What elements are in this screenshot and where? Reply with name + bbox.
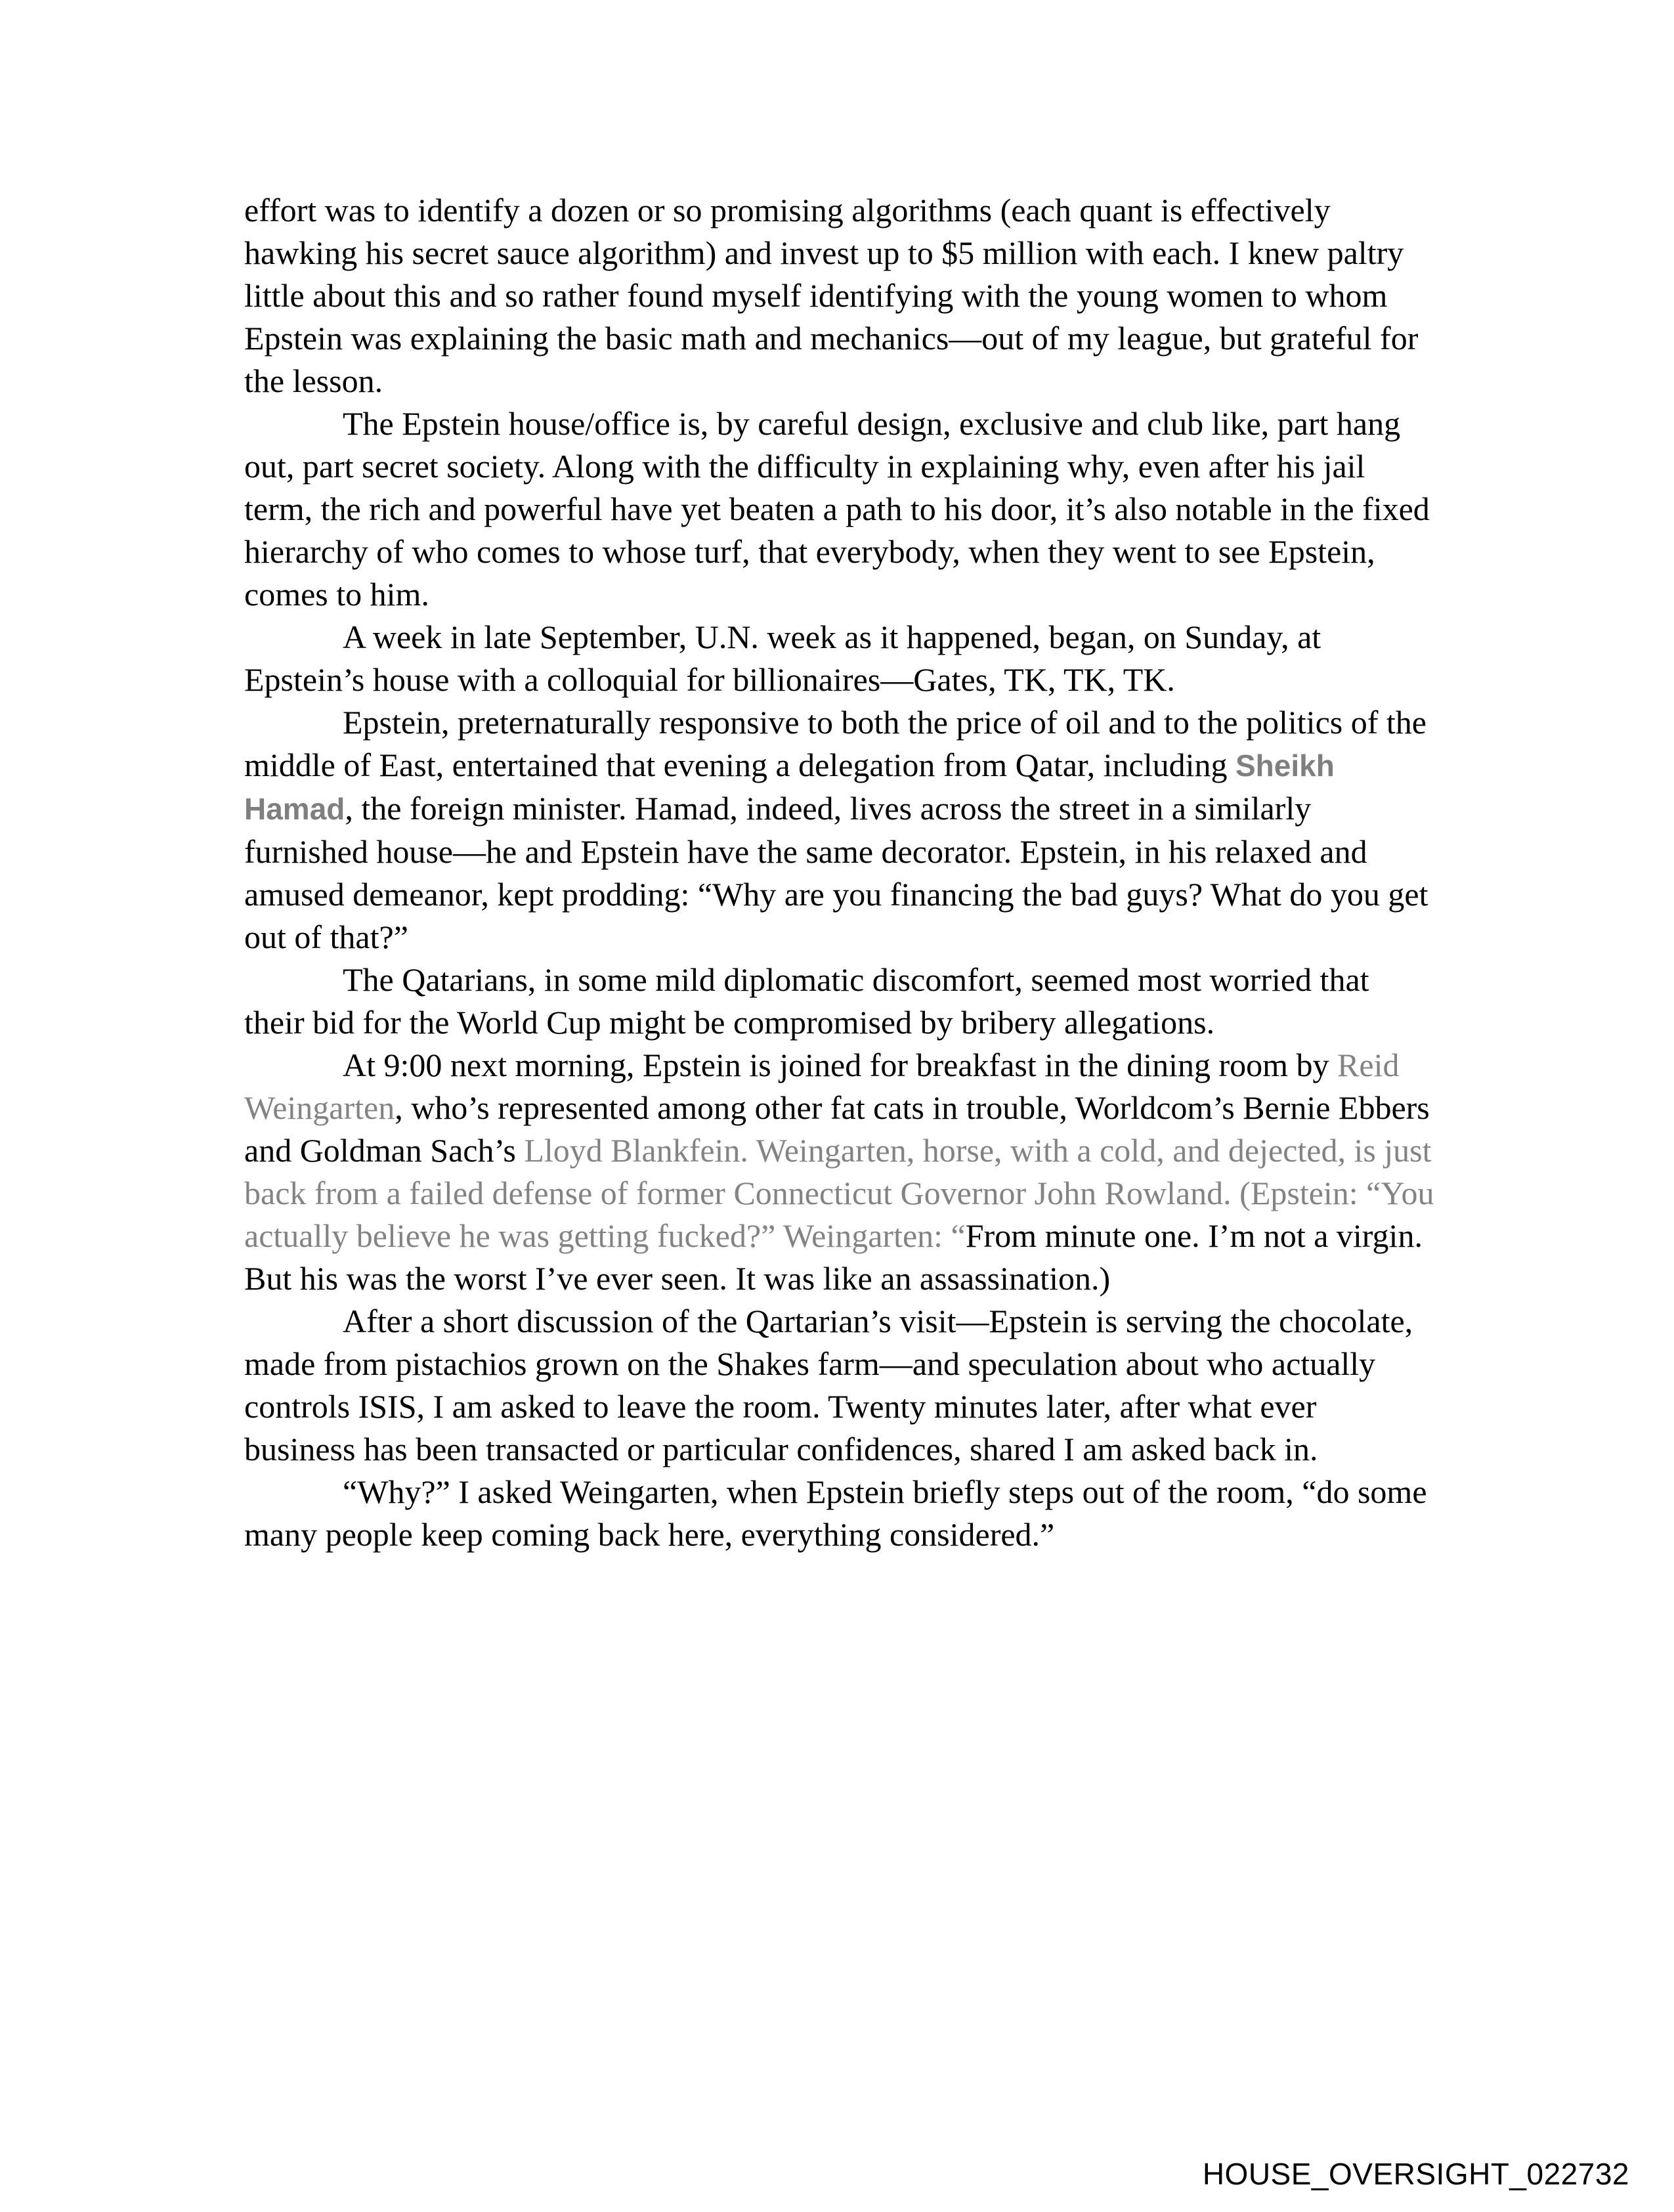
- paragraph: [244, 1471, 1436, 1556]
- paragraph: [244, 616, 1436, 701]
- text-run: The Epstein house/office is, by careful design, exclusive and club like, part hang out, part secret society. Along with the difficulty in explaining why, even after his jail term, the rich and powerful have yet beaten a path to his door, it’s also notable in the fixed hierarchy of who comes to whose turf, that everybody, when they went to see Epstein, comes to him.: [244, 405, 1430, 613]
- paragraph: [244, 701, 1436, 959]
- text-run: The Qatarians, in some mild diplomatic discomfort, seemed most worried that their bid for the World Cup might be compromised by bribery allegations.: [244, 961, 1369, 1041]
- text-run: From minute one. I’m not a virgin. But his was the worst I’ve ever seen. It was like an assassination.): [244, 1217, 1423, 1297]
- paragraph: [244, 402, 1436, 616]
- text-run: “Why?” I asked Weingarten, when Epstein briefly steps out of the room, “do some many people keep coming back here, everything considered.”: [244, 1473, 1427, 1553]
- paragraph: [244, 189, 1436, 402]
- gray-name-run: Reid Weingarten: [244, 1047, 1400, 1126]
- paragraph: [244, 1044, 1436, 1300]
- text-run: At 9:00 next morning, Epstein is joined for breakfast in the dining room by: [343, 1047, 1338, 1083]
- text-run: Epstein, preternaturally responsive to both the price of oil and to the politics of the middle of East, entertained that evening a delegation from Qatar, including: [244, 704, 1427, 783]
- paragraph: [244, 1300, 1436, 1471]
- gray-name-run: Lloyd Blankfein. Weingarten, horse, with a cold, and dejected, is just back from a failed defense of former Connecticut Governor John Rowland. (Epstein: “You actually believe he was getting fucked?” Weingarten: “: [244, 1132, 1434, 1254]
- text-run: , who’s represented among other fat cats in trouble, Worldcom’s Bernie Ebbers and Goldman Sach’s: [244, 1089, 1430, 1169]
- paragraph: [244, 959, 1436, 1044]
- gray-name-run: Sheikh Hamad: [244, 748, 1335, 826]
- text-block: [244, 189, 1436, 1556]
- bates-number: HOUSE_OVERSIGHT_022732: [1202, 2157, 1629, 2191]
- text-run: , the foreign minister. Hamad, indeed, lives across the street in a similarly furnished house—he and Epstein have the same decorator. Epstein, in his relaxed and amused demeanor, kept prodding: “Why are you financing the bad guys? What do you get out of that?”: [244, 790, 1428, 955]
- text-run: After a short discussion of the Qartarian’s visit—Epstein is serving the chocolate, made from pistachios grown on the Shakes farm—and speculation about who actually controls ISIS, I am asked to leave the room. Twenty minutes later, after what ever business has been transacted or particular confidences, shared I am asked back in.: [244, 1303, 1413, 1467]
- text-run: A week in late September, U.N. week as it happened, began, on Sunday, at Epstein’s house with a colloquial for billionaires—Gates, TK, TK, TK.: [244, 618, 1321, 698]
- text-run: effort was to identify a dozen or so promising algorithms (each quant is effectively hawking his secret sauce algorithm) and invest up to $5 million with each. I knew paltry little about this and so rather found myself identifying with the young women to whom Epstein was explaining the basic math and mechanics—out of my league, but grateful for the lesson.: [244, 192, 1419, 399]
